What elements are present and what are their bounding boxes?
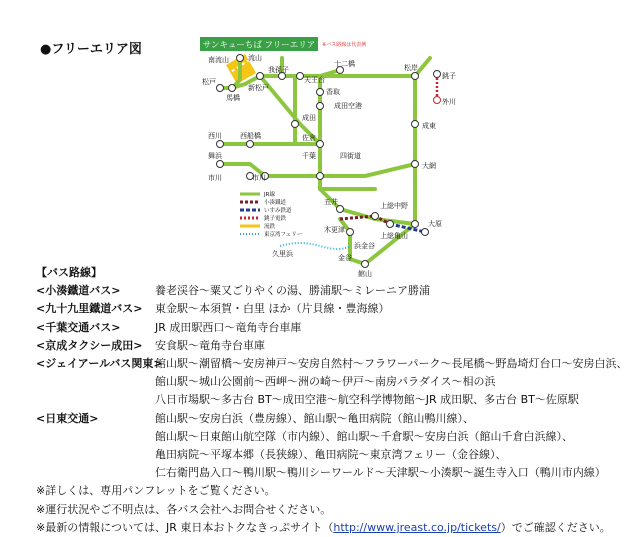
station-kanaya: 金谷	[338, 254, 352, 262]
station-hama-kanaya: 浜金谷	[354, 242, 375, 250]
bus-line-nitto	[36, 410, 626, 428]
bus-line-label: <千葉交通バス>	[36, 320, 121, 334]
bus-route: 八日市場駅～多古台 BT～成田空港～航空科学博物館～JR 成田駅、多古台 BT～佐原駅	[155, 393, 579, 407]
station-tokawa: 外川	[442, 98, 456, 106]
station-nishi-funabashi: 西船橋	[240, 132, 261, 140]
station-mabashi: 馬橋	[226, 94, 240, 102]
bus-route: JR 成田駅西口～竜角寺台車庫	[155, 320, 302, 334]
pass-name: サンキューちば フリーエリア	[202, 40, 316, 51]
station-tateyama: 館山	[358, 270, 372, 278]
jreast-tickets-link[interactable]: http://www.jreast.co.jp/tickets/	[333, 520, 501, 534]
bus-route: 養老渓谷～粟又ごりやくの湯、勝浦駅～ミレーニア勝浦	[155, 284, 430, 298]
station-nishikawa: 西川	[208, 132, 222, 140]
note-suffix: ）でご確認ください。	[500, 520, 611, 534]
legend-ryutetsu: 流鉄	[264, 224, 276, 230]
page-title: ●フリーエリア図	[40, 42, 142, 57]
station-narita-airport: 成田空港	[334, 102, 362, 110]
station-nagareyama: 流山	[248, 54, 262, 62]
bus-route: 仁右衛門島入口～鴨川駅～鴨川シーワールド～天津駅～小湊駅～誕生寺入口（鴨川市内線）	[155, 466, 606, 480]
station-tennodai: 天王台	[304, 76, 325, 84]
station-maihama: 舞浜	[208, 152, 222, 160]
bus-line-label: <九十九里鐵道バス>	[36, 302, 143, 316]
bus-line-kujukuri	[36, 300, 626, 318]
bus-route-note: ※バス路線は代表例	[322, 42, 367, 48]
ferry-route	[280, 243, 350, 249]
legend-jr: JR線	[264, 192, 275, 198]
station-juunikyo: 十二橋	[334, 60, 355, 68]
legend-kominato: 小湊鐵道	[264, 200, 287, 206]
station-narita: 成田	[302, 114, 316, 122]
bus-route: 東金駅～本須賀・白里 ほか（片貝線・豊海線）	[155, 302, 390, 316]
bus-route: 館山駅～日東館山航空隊（市内線）、館山駅～千倉駅～安房白浜（館山千倉白浜線）、	[155, 429, 573, 443]
bus-line-jr-bus-kanto	[36, 355, 626, 373]
bus-line-keisei-taxi	[36, 337, 626, 355]
bus-route: 館山駅～潮留橋～安房神戸～安房自然村～フラワーパーク～長尾橋～野島埼灯台口～安房白浜、	[155, 357, 628, 371]
station-kazusa-kameyama: 上総亀山	[380, 232, 408, 240]
station-goi: 五井	[324, 198, 338, 206]
station-kurihama: 久里浜	[272, 250, 293, 258]
bus-section-title: 【バス路線】	[36, 266, 102, 279]
station-kazusa-nakano: 上総中野	[380, 202, 408, 210]
station-kisarazu: 木更津	[324, 226, 345, 234]
station-oami: 大網	[422, 162, 436, 170]
bus-route: 亀田病院～平塚本郷（長狭線）、亀田病院～東京湾フェリー（金谷線）、	[155, 448, 507, 462]
station-choshi: 銚子	[442, 72, 456, 80]
station-naruto: 成東	[422, 122, 436, 130]
bus-line-chiba-kotsu	[36, 319, 626, 337]
bus-line-label: <ジェイアールバス関東>	[36, 357, 163, 371]
legend-ferry: 東京湾フェリー	[264, 232, 303, 238]
station-shin-matsudo: 新松戸	[248, 84, 269, 92]
station-chiba: 千葉	[302, 152, 316, 160]
station-sakura: 佐倉	[302, 134, 316, 142]
station-matsugishi: 松岸	[404, 64, 418, 72]
bus-line-label: <京成タクシー成田>	[36, 338, 143, 352]
bus-route: 館山駅～安房白浜（豊房線）、館山駅～亀田病院（館山鴨川線）、	[155, 411, 474, 425]
free-area-map	[190, 34, 460, 278]
bus-line-label: <日東交通>	[36, 411, 99, 425]
note-contact: ※運行状況やご不明点は、各バス会社へお問合せください。	[36, 502, 332, 516]
station-minami-nagareyama: 南流山	[208, 56, 229, 64]
station-ohara: 大原	[428, 220, 442, 228]
bus-route: 安食駅～竜角寺台車庫	[155, 338, 265, 352]
legend-isumi: いすみ鉄道	[264, 208, 292, 214]
bus-line-kominato	[36, 282, 626, 300]
note-prefix: ※最新の情報については、JR 東日本おトクなきっぷサイト（	[36, 520, 334, 534]
station-ichikawa-2: 市川	[252, 174, 266, 182]
station-ichikawa: 市川	[208, 174, 222, 182]
bus-route: 館山駅～城山公園前～西岬～洲の崎～伊戸～南房パラダイス～相の浜	[155, 375, 496, 389]
note-latest-info	[36, 519, 626, 537]
station-katori: 香取	[326, 88, 340, 96]
info-text	[36, 264, 626, 537]
bus-line-label: <小湊鐵道バス>	[36, 284, 121, 298]
station-yotsukaido: 四街道	[340, 152, 361, 160]
map-legend	[240, 190, 302, 238]
station-matsudo: 松戸	[202, 78, 216, 86]
station-abiko: 我孫子	[268, 66, 289, 74]
legend-choshi: 銚子電鉄	[264, 216, 287, 222]
note-pamphlet: ※詳しくは、専用パンフレットをご覧ください。	[36, 484, 276, 498]
